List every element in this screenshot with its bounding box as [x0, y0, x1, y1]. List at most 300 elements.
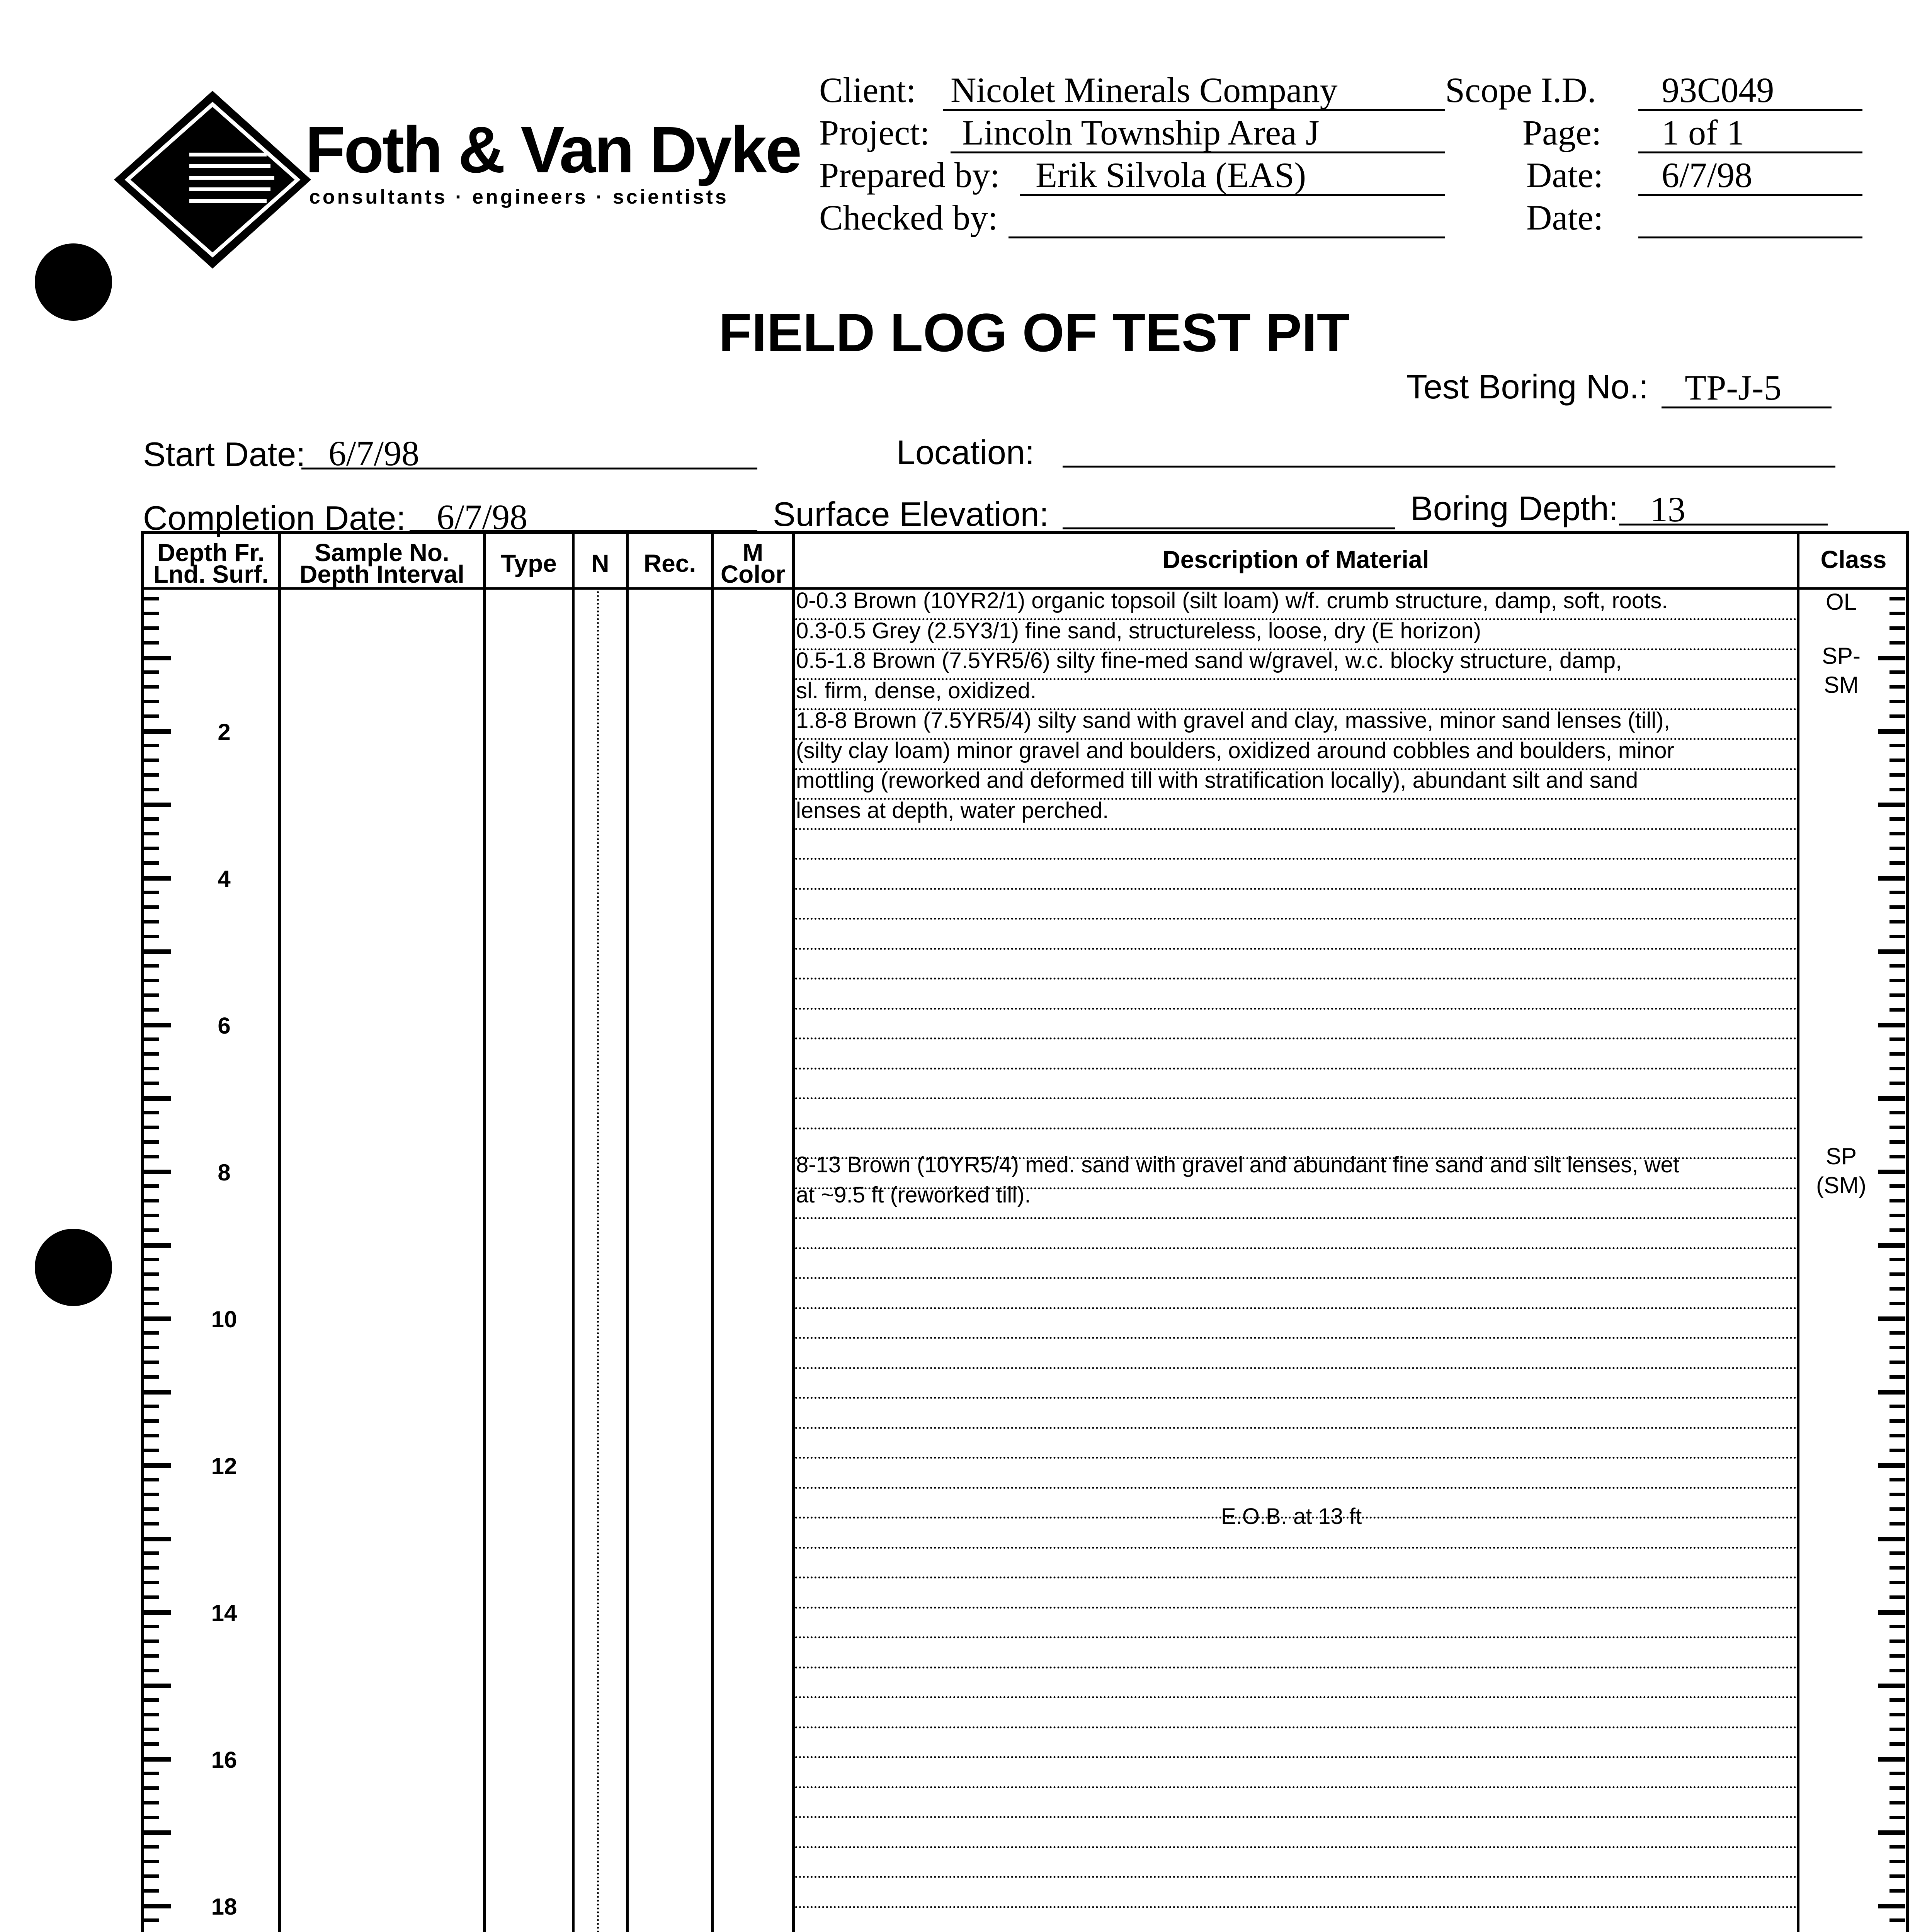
depth-tick — [144, 847, 159, 850]
start-date-value: 6/7/98 — [328, 434, 420, 473]
boring-depth-underline — [1619, 524, 1828, 526]
description-line: (silty clay loam) minor gravel and boulders, oxidized around cobbles and boulders, minor — [796, 738, 1674, 763]
depth-tick — [144, 1199, 159, 1202]
class-tick — [1889, 1772, 1905, 1775]
description-line: at ~9.5 ft (reworked till). — [796, 1182, 1031, 1208]
depth-tick — [144, 1889, 159, 1893]
description-line: 8-13 Brown (10YR5/4) med. sand with gravel and abundant fine sand and silt lenses, wet — [796, 1152, 1679, 1177]
client-value: Nicolet Minerals Company — [951, 70, 1338, 110]
depth-tick — [144, 949, 171, 954]
class-tick — [1889, 1639, 1905, 1643]
class-tick — [1889, 1786, 1905, 1790]
ruled-line — [795, 1786, 1797, 1788]
depth-tick — [144, 1786, 159, 1790]
class-tick — [1889, 1625, 1905, 1628]
class-tick — [1889, 920, 1905, 923]
depth-tick — [144, 759, 159, 762]
depth-tick — [144, 670, 159, 674]
depth-tick — [144, 1537, 171, 1541]
depth-tick — [144, 1684, 171, 1688]
class-tick — [1889, 1493, 1905, 1496]
depth-tick — [144, 597, 159, 600]
col-header-m: M — [742, 539, 764, 566]
ruled-line — [795, 1816, 1797, 1818]
class-tick — [1889, 1845, 1905, 1849]
depth-tick — [144, 1434, 159, 1437]
depth-tick — [144, 773, 159, 777]
class-tick — [1889, 964, 1905, 968]
ruled-line — [795, 1037, 1797, 1039]
test-boring-value: TP-J-5 — [1685, 368, 1782, 407]
prepared-label: Prepared by: — [819, 155, 1000, 195]
ruled-line — [795, 1337, 1797, 1339]
class-tick — [1889, 1566, 1905, 1570]
col-header-description: Description of Material — [1162, 546, 1429, 573]
description-line: 0-0.3 Brown (10YR2/1) organic topsoil (silt loam) w/f. crumb structure, damp, soft, roots. — [796, 588, 1668, 613]
page-label: Page: — [1522, 113, 1602, 152]
depth-tick — [144, 964, 159, 968]
ruled-line — [795, 828, 1797, 830]
location-label: Location: — [896, 433, 1035, 471]
depth-tick — [144, 1096, 171, 1101]
date2-underline — [1638, 236, 1862, 238]
col-divider-color — [792, 531, 795, 1932]
depth-tick — [144, 1287, 159, 1291]
col-header-color — [714, 539, 792, 588]
class-tick — [1889, 1698, 1905, 1702]
ruled-line — [795, 978, 1797, 980]
class-tick — [1889, 993, 1905, 997]
depth-tick — [144, 1228, 159, 1232]
class-tick — [1889, 1581, 1905, 1584]
ruled-line — [795, 1457, 1797, 1459]
ruled-line — [795, 1487, 1797, 1489]
class-tick — [1889, 597, 1905, 600]
depth-tick — [144, 1419, 159, 1423]
scope-label: Scope I.D. — [1445, 70, 1596, 110]
depth-tick — [144, 1757, 171, 1762]
class-tick — [1889, 1155, 1905, 1158]
depth-tick — [144, 1170, 171, 1174]
checked-label: Checked by: — [819, 198, 998, 237]
class-tick — [1889, 1067, 1905, 1070]
depth-tick — [144, 1361, 159, 1364]
surface-elevation-label: Surface Elevation: — [773, 495, 1049, 533]
class-tick — [1889, 1816, 1905, 1819]
depth-tick — [144, 1507, 159, 1511]
class-sp-line1: SP — [1825, 1143, 1857, 1169]
depth-tick — [144, 803, 171, 807]
n-column-dotted-line — [597, 587, 599, 1932]
depth-label-10: 10 — [211, 1306, 237, 1332]
class-tick — [1889, 641, 1905, 645]
class-tick — [1889, 1126, 1905, 1129]
ruled-line — [795, 1247, 1797, 1249]
ruled-line — [795, 1756, 1797, 1758]
depth-label-14: 14 — [211, 1600, 237, 1626]
depth-tick — [144, 1008, 159, 1012]
class-tick — [1889, 1551, 1905, 1555]
class-tick — [1878, 1023, 1905, 1027]
col-header-color-label: Color — [720, 560, 786, 588]
ruled-line — [795, 1008, 1797, 1010]
col-header-depth-line1: Depth Fr. — [157, 539, 265, 566]
col-header-class: Class — [1820, 546, 1887, 573]
depth-tick — [144, 1067, 159, 1070]
description-line: 1.8-8 Brown (7.5YR5/4) silty sand with gravel and clay, massive, minor sand lenses (till), — [796, 708, 1670, 733]
page-underline — [1638, 151, 1862, 153]
depth-tick — [144, 1126, 159, 1129]
depth-label-8: 8 — [218, 1160, 231, 1185]
class-tick — [1878, 729, 1905, 734]
ruled-line — [795, 1726, 1797, 1728]
depth-tick — [144, 1669, 159, 1672]
class-tick — [1889, 670, 1905, 674]
depth-tick — [144, 1375, 159, 1379]
class-tick — [1878, 1537, 1905, 1541]
date2-label: Date: — [1526, 198, 1604, 237]
checked-underline — [1009, 236, 1445, 238]
ruled-line — [795, 1846, 1797, 1848]
ruled-line — [795, 918, 1797, 920]
class-tick — [1889, 1654, 1905, 1658]
col-header-n: N — [591, 549, 609, 577]
date-underline — [1638, 194, 1862, 196]
class-tick — [1878, 803, 1905, 807]
class-tick — [1889, 1874, 1905, 1878]
class-tick — [1889, 1801, 1905, 1804]
depth-tick — [144, 1522, 159, 1526]
project-label: Project: — [819, 113, 930, 152]
ruled-line — [795, 1277, 1797, 1279]
depth-label-4: 4 — [218, 866, 231, 892]
depth-tick — [144, 1243, 171, 1248]
col-header-sample — [281, 539, 483, 588]
depth-label-12: 12 — [211, 1453, 237, 1479]
depth-tick — [144, 714, 159, 718]
ruled-line — [795, 948, 1797, 950]
depth-tick — [144, 1860, 159, 1863]
depth-tick — [144, 1639, 159, 1643]
class-tick — [1878, 1463, 1905, 1468]
class-tick — [1878, 1684, 1905, 1688]
company-name: Foth & Van Dyke — [305, 113, 801, 187]
class-tick — [1889, 1434, 1905, 1437]
description-line: sl. firm, dense, oxidized. — [796, 678, 1037, 703]
start-date-underline — [301, 468, 757, 469]
ruled-line — [795, 1906, 1797, 1908]
class-tick — [1889, 979, 1905, 982]
ruled-line — [795, 1696, 1797, 1698]
ruled-line — [795, 1547, 1797, 1549]
class-tick — [1889, 612, 1905, 615]
ruled-line — [795, 1607, 1797, 1609]
ruled-line — [795, 1068, 1797, 1070]
class-tick — [1878, 1316, 1905, 1321]
depth-tick — [144, 1698, 159, 1702]
scope-underline — [1638, 109, 1862, 111]
class-tick — [1878, 1904, 1905, 1908]
class-tick — [1889, 1889, 1905, 1893]
depth-tick — [144, 861, 159, 865]
depth-tick — [144, 1801, 159, 1804]
class-tick — [1889, 1214, 1905, 1217]
depth-tick — [144, 1082, 159, 1085]
depth-tick — [144, 1184, 159, 1188]
depth-tick — [144, 612, 159, 615]
project-value: Lincoln Township Area J — [962, 113, 1320, 152]
depth-tick — [144, 1037, 159, 1041]
class-tick — [1889, 1713, 1905, 1716]
description-line: lenses at depth, water perched. — [796, 798, 1109, 823]
ruled-line — [795, 1217, 1797, 1219]
page-value: 1 of 1 — [1662, 113, 1745, 152]
depth-tick — [144, 1581, 159, 1584]
date-value: 6/7/98 — [1662, 155, 1753, 195]
company-tagline: consultants · engineers · scientists — [309, 186, 729, 208]
depth-label-18: 18 — [211, 1894, 237, 1920]
col-divider-type — [572, 531, 575, 1932]
ruled-line — [795, 1307, 1797, 1309]
description-line: 0.5-1.8 Brown (7.5YR5/6) silty fine-med sand w/gravel, w.c. blocky structure, damp, — [796, 648, 1622, 673]
boring-depth-label: Boring Depth: — [1410, 489, 1619, 527]
boring-depth-value: 13 — [1650, 490, 1685, 529]
page-title: FIELD LOG OF TEST PIT — [719, 302, 1350, 363]
class-tick — [1889, 700, 1905, 703]
class-tick — [1889, 1595, 1905, 1599]
class-tick — [1889, 1419, 1905, 1423]
class-tick — [1878, 1243, 1905, 1248]
class-tick — [1889, 759, 1905, 762]
ruled-line — [795, 1397, 1797, 1399]
class-tick — [1878, 949, 1905, 954]
ruled-line — [795, 1876, 1797, 1878]
class-tick — [1889, 1522, 1905, 1526]
class-tick — [1878, 876, 1905, 881]
class-tick — [1889, 1272, 1905, 1276]
ruled-line — [795, 1128, 1797, 1129]
class-sp-line2: (SM) — [1816, 1172, 1866, 1198]
depth-label-2: 2 — [218, 719, 231, 745]
class-tick — [1889, 1184, 1905, 1188]
class-tick — [1889, 847, 1905, 850]
depth-tick — [144, 1551, 159, 1555]
class-tick — [1889, 685, 1905, 689]
ruled-line — [795, 1667, 1797, 1668]
class-tick — [1889, 744, 1905, 747]
class-tick — [1889, 1037, 1905, 1041]
class-tick — [1878, 1830, 1905, 1835]
depth-tick — [144, 1610, 171, 1615]
ruled-line — [795, 1367, 1797, 1369]
depth-tick — [144, 993, 159, 997]
class-tick — [1889, 861, 1905, 865]
class-tick — [1889, 1375, 1905, 1379]
class-tick — [1889, 905, 1905, 909]
class-tick — [1889, 1258, 1905, 1261]
date-label: Date: — [1526, 155, 1604, 195]
depth-tick — [144, 1111, 159, 1114]
depth-tick — [144, 1904, 171, 1908]
class-tick — [1889, 1111, 1905, 1114]
col-header-sample-line2: Depth Interval — [299, 560, 464, 588]
depth-tick — [144, 729, 171, 734]
depth-tick — [144, 1772, 159, 1775]
depth-tick — [144, 1449, 159, 1452]
class-tick — [1889, 773, 1905, 777]
start-date-label: Start Date: — [143, 435, 306, 473]
surface-elevation-underline — [1063, 527, 1395, 529]
end-of-boring-note: E.O.B. at 13 ft — [1221, 1504, 1362, 1529]
class-tick — [1889, 1405, 1905, 1408]
depth-tick — [144, 905, 159, 909]
class-tick — [1889, 1228, 1905, 1232]
depth-tick — [144, 891, 159, 894]
project-underline — [951, 151, 1445, 153]
col-header-rec: Rec. — [643, 549, 696, 577]
class-tick — [1889, 1742, 1905, 1746]
location-underline — [1063, 466, 1835, 468]
class-tick — [1889, 1302, 1905, 1305]
depth-tick — [144, 1742, 159, 1746]
depth-tick — [144, 1713, 159, 1716]
prepared-value: Erik Silvola (EAS) — [1036, 155, 1306, 195]
depth-tick — [144, 1874, 159, 1878]
class-tick — [1889, 1140, 1905, 1144]
class-sp-sm-line1: SP- — [1821, 643, 1861, 669]
depth-tick — [144, 626, 159, 630]
depth-tick — [144, 1728, 159, 1731]
client-label: Client: — [819, 70, 916, 110]
class-tick — [1889, 788, 1905, 791]
depth-tick — [144, 1830, 171, 1835]
class-tick — [1889, 1082, 1905, 1085]
class-tick — [1889, 714, 1905, 718]
class-tick — [1889, 1361, 1905, 1364]
depth-tick — [144, 1390, 171, 1395]
ruled-line — [795, 858, 1797, 860]
depth-tick — [144, 920, 159, 923]
col-divider-sample — [483, 531, 486, 1932]
depth-tick — [144, 1052, 159, 1056]
description-line: 0.3-0.5 Grey (2.5Y3/1) fine sand, structureless, loose, dry (E horizon) — [796, 618, 1481, 643]
depth-tick — [144, 1566, 159, 1570]
ruled-line — [795, 1636, 1797, 1638]
class-tick — [1889, 1728, 1905, 1731]
depth-tick — [144, 1155, 159, 1158]
class-tick — [1889, 817, 1905, 821]
depth-tick — [144, 1478, 159, 1481]
depth-tick — [144, 656, 171, 660]
depth-label-16: 16 — [211, 1747, 237, 1773]
depth-tick — [144, 1918, 159, 1922]
col-divider-n — [626, 531, 629, 1932]
class-sp-sm-line2: SM — [1824, 672, 1859, 698]
completion-date-value: 6/7/98 — [437, 497, 528, 537]
class-tick — [1889, 1478, 1905, 1481]
scope-value: 93C049 — [1662, 70, 1774, 110]
depth-tick — [144, 1595, 159, 1599]
depth-tick — [144, 1272, 159, 1276]
depth-tick — [144, 744, 159, 747]
col-divider-class — [1797, 531, 1799, 1932]
depth-tick — [144, 1023, 171, 1027]
company-logo — [112, 89, 808, 270]
class-tick — [1889, 1860, 1905, 1863]
depth-tick — [144, 817, 159, 821]
depth-tick — [144, 1654, 159, 1658]
depth-tick — [144, 1316, 171, 1321]
class-tick — [1889, 1287, 1905, 1291]
depth-tick — [144, 979, 159, 982]
class-ol: OL — [1825, 589, 1857, 615]
class-tick — [1889, 626, 1905, 630]
class-tick — [1889, 1918, 1905, 1922]
col-header-depth-line2: Lnd. Surf. — [153, 560, 269, 588]
class-tick — [1889, 1008, 1905, 1012]
depth-tick — [144, 876, 171, 881]
ruled-line — [795, 1577, 1797, 1578]
class-tick — [1889, 1331, 1905, 1335]
col-header-type: Type — [501, 549, 557, 577]
depth-tick — [144, 1845, 159, 1849]
class-tick — [1889, 1449, 1905, 1452]
depth-tick — [144, 1331, 159, 1335]
depth-tick — [144, 832, 159, 835]
completion-date-label: Completion Date: — [143, 499, 406, 537]
depth-tick — [144, 1405, 159, 1408]
class-tick — [1889, 935, 1905, 938]
depth-tick — [144, 1816, 159, 1819]
class-tick — [1878, 1610, 1905, 1615]
punch-hole-top — [35, 243, 112, 321]
class-tick — [1889, 1669, 1905, 1672]
class-tick — [1878, 1096, 1905, 1101]
depth-tick — [144, 1258, 159, 1261]
class-tick — [1889, 832, 1905, 835]
depth-tick — [144, 685, 159, 689]
col-header-sample-line1: Sample No. — [315, 539, 449, 566]
depth-tick — [144, 700, 159, 703]
col-header-depth — [144, 539, 278, 588]
class-tick — [1878, 1390, 1905, 1395]
ruled-line — [795, 888, 1797, 890]
class-tick — [1889, 1346, 1905, 1349]
test-boring-underline — [1662, 406, 1832, 408]
depth-tick — [144, 641, 159, 645]
depth-tick — [144, 1493, 159, 1496]
depth-tick — [144, 935, 159, 938]
client-underline — [943, 109, 1445, 111]
depth-label-6: 6 — [218, 1013, 231, 1039]
punch-hole-middle — [35, 1229, 112, 1306]
description-line: mottling (reworked and deformed till with stratification locally), abundant silt and sand — [796, 768, 1638, 793]
depth-tick — [144, 1463, 171, 1468]
col-divider-rec — [711, 531, 714, 1932]
class-tick — [1889, 1052, 1905, 1056]
depth-tick — [144, 1214, 159, 1217]
class-tick — [1889, 1199, 1905, 1202]
depth-tick — [144, 788, 159, 791]
depth-tick — [144, 1346, 159, 1349]
class-tick — [1889, 1507, 1905, 1511]
diamond-logo-icon — [112, 89, 313, 270]
col-divider-depth — [278, 531, 281, 1932]
depth-tick — [144, 1140, 159, 1144]
ruled-line — [795, 1427, 1797, 1429]
prepared-underline — [1020, 194, 1445, 196]
test-boring-label: Test Boring No.: — [1406, 367, 1649, 406]
